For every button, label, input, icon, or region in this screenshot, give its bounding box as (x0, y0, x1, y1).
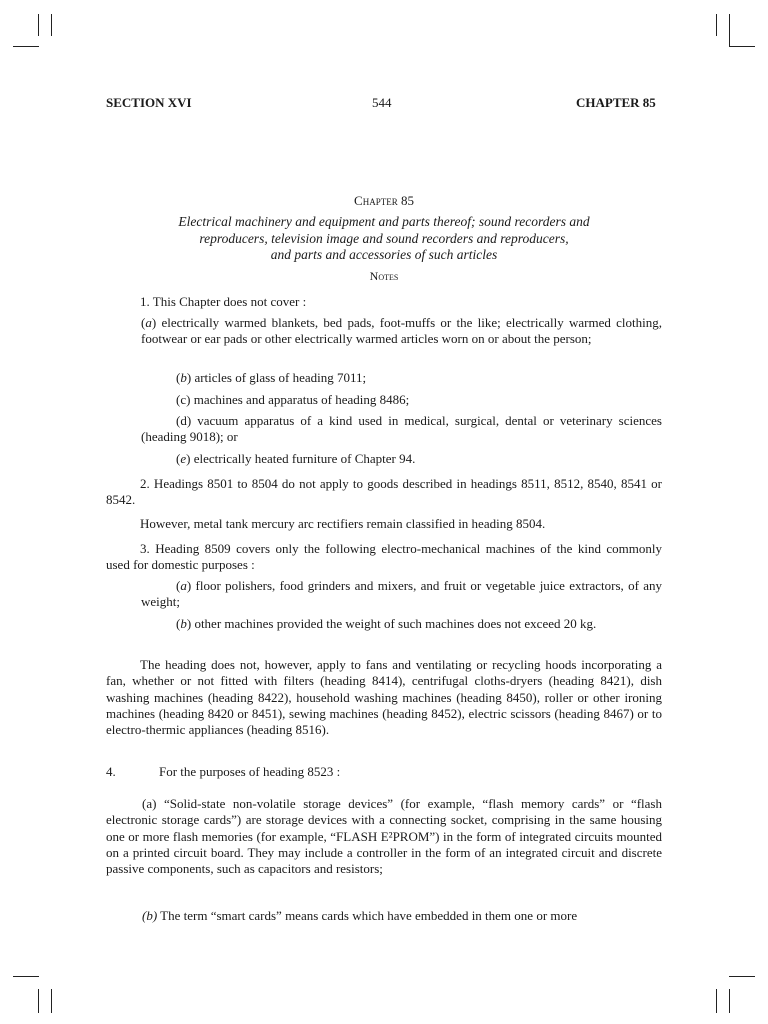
chapter-title-line-3: and parts and accessories of such articles (270, 247, 498, 262)
note-4-item-a: (a) “Solid-state non-volatile storage devices” (for example, “flash memory cards” or “flash electronic storage cards”) are storage devices with a connecting socket, comprising in the same housing one or more flash memories (for example, “FLASH E²PROM”) in the form of integrated circuits mounted on a printed circuit board. They may include a controller in the form of an integrated circuit and discrete passive components, such as capacitors and resistors; (106, 796, 662, 877)
item-text: electrically heated furniture of Chapter 94. (190, 451, 416, 466)
crop-mark-bottom-left-v (38, 989, 39, 1013)
note-1-item-a: (a) electrically warmed blankets, bed pads, foot-muffs or the like; electrically warmed clothing, footwear or ear pads or other electrically warmed articles worn on or about the person; (141, 315, 662, 347)
item-label: a (180, 578, 187, 593)
note-3-item-b: (b) other machines provided the weight of such machines does not exceed 20 kg. (176, 616, 597, 631)
item-text: floor polishers, food grinders and mixers, and fruit or vegetable juice extractors, of any weight; (141, 578, 662, 610)
item-label: a (145, 315, 152, 330)
crop-mark-bottom-right-h (729, 976, 755, 977)
note-1-item-c: (c) machines and apparatus of heading 8486; (176, 392, 410, 407)
item-text: electrically warmed blankets, bed pads, foot-muffs or the like; electrically warmed clothing, footwear or ear pads or other electrically warmed articles worn on or about the person; (141, 315, 662, 347)
note-1-item-b: (b) articles of glass of heading 7011; (176, 370, 367, 385)
note-3-tail: The heading does not, however, apply to fans and ventilating or recycling hoods incorporating a fan, whether or not fitted with filters (heading 8414), centrifugal cloths-dryers (heading 8421), dish washing machines (heading 8422), household washing machines (heading 8450), roller or other ironing machines (heading 8420 or 8451), sewing machines (heading 8452), electric scissors (heading 8467) or to electro-thermic appliances (heading 8516). (106, 657, 662, 738)
note-1-item-e: (e) electrically heated furniture of Chapter 94. (176, 451, 416, 466)
note-1-item-d: (d) vacuum apparatus of a kind used in medical, surgical, dental or veterinary sciences (heading 9018); or (141, 413, 662, 445)
crop-mark-top-right-h (729, 46, 755, 47)
item-label: d (180, 413, 187, 428)
crop-mark-top-left-v (38, 14, 39, 36)
crop-mark-top-right-v2 (729, 14, 730, 47)
crop-mark-bottom-left-h (13, 976, 39, 977)
item-label: b (180, 370, 187, 385)
note-4-number: 4. (106, 764, 116, 779)
chapter-label: CHAPTER 85 (576, 95, 656, 110)
note-4-item-b (106, 908, 662, 924)
note-1-intro: 1. This Chapter does not cover : (140, 294, 307, 309)
note-4-intro: For the purposes of heading 8523 : (159, 764, 341, 779)
item-text: The term “smart cards” means cards which have embedded in them one or more (157, 908, 578, 923)
item-label: b (180, 616, 187, 631)
note-3-intro: 3. Heading 8509 covers only the following electro-mechanical machines of the kind commonly used for domestic purposes : (106, 541, 662, 573)
crop-mark-bottom-right-v2 (729, 989, 730, 1013)
item-text: articles of glass of heading 7011; (191, 370, 367, 385)
crop-mark-top-left-h (13, 46, 39, 47)
chapter-heading: Chapter 85 (354, 193, 414, 208)
page-number: 544 (372, 95, 392, 110)
notes-heading: Notes (369, 269, 399, 283)
item-text: machines and apparatus of heading 8486; (190, 392, 410, 407)
section-label: SECTION XVI (106, 95, 192, 110)
item-label: e (180, 451, 187, 466)
crop-mark-top-right-v (716, 14, 717, 36)
crop-mark-bottom-left-v2 (51, 989, 52, 1013)
note-2-text: 2. Headings 8501 to 8504 do not apply to goods described in headings 8511, 8512, 8540, 8541 or 8542. (106, 476, 662, 508)
note-3-item-a: (a) floor polishers, food grinders and mixers, and fruit or vegetable juice extractors, of any weight; (141, 578, 662, 610)
note-2-however: However, metal tank mercury arc rectifiers remain classified in heading 8504. (140, 516, 546, 531)
crop-mark-bottom-right-v (716, 989, 717, 1013)
item-label: (b) (142, 908, 158, 923)
item-text: vacuum apparatus of a kind used in medical, surgical, dental or veterinary sciences (heading 9018); or (141, 413, 662, 445)
item-text: other machines provided the weight of such machines does not exceed 20 kg. (191, 616, 597, 631)
crop-mark-top-left-v2 (51, 14, 52, 36)
item-label: c (180, 392, 187, 407)
chapter-title-line-2: reproducers, television image and sound recorders and reproducers, (199, 231, 569, 246)
chapter-title-line-1: Electrical machinery and equipment and parts thereof; sound recorders and (178, 214, 590, 229)
